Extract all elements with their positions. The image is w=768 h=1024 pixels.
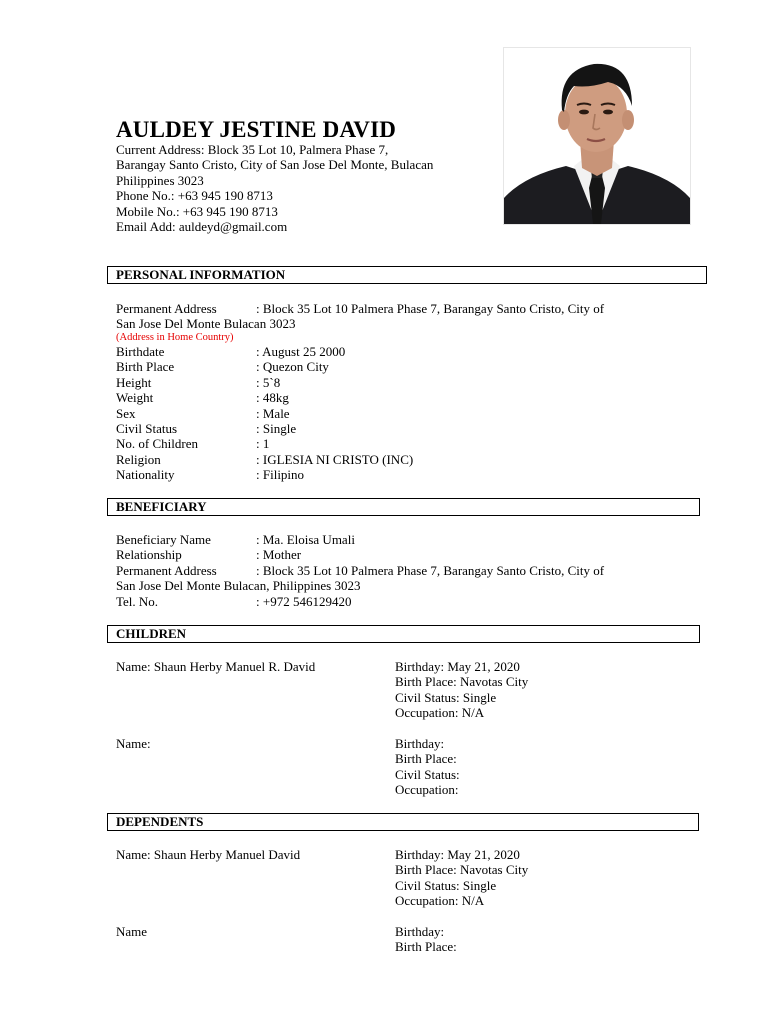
- child-1-civil-status: Civil Status: Single: [395, 689, 497, 705]
- dependent-1-birthday: Birthday: May 21, 2020: [395, 847, 520, 862]
- child-2-occupation: Occupation:: [395, 782, 459, 798]
- child-2-details: [395, 736, 460, 798]
- dependent-1-birth-place: Birth Place: Navotas City: [395, 862, 529, 878]
- dependent-1-occupation: Occupation: N/A: [395, 893, 485, 909]
- dependent-2-birth-place: Birth Place:: [395, 939, 457, 955]
- personal-information-header: PERSONAL INFORMATION: [107, 266, 707, 284]
- phone-number: Phone No.: +63 945 190 8713: [116, 188, 273, 204]
- permanent-address-row: [116, 301, 605, 316]
- dependent-2-name: Name: [116, 924, 148, 939]
- permanent-address-label: Permanent Address: [116, 301, 217, 316]
- applicant-photo: [503, 47, 691, 225]
- applicant-name: AULDEY JESTINE DAVID: [116, 117, 397, 142]
- contact-block: [116, 142, 433, 234]
- permanent-address-continued: San Jose Del Monte Bulacan 3023: [116, 316, 296, 331]
- child-1-birthday: Birthday: May 21, 2020: [395, 659, 520, 674]
- current-address-line-1: Current Address: Block 35 Lot 10, Palmera Phase 7,: [116, 142, 389, 157]
- child-1-birth-place: Birth Place: Navotas City: [395, 674, 529, 690]
- child-2-birthday: Birthday:: [395, 736, 445, 751]
- child-1-occupation: Occupation: N/A: [395, 705, 485, 721]
- portrait-illustration: [504, 48, 690, 224]
- dependent-1-civil-status: Civil Status: Single: [395, 877, 497, 893]
- permanent-address-value: : Block 35 Lot 10 Palmera Phase 7, Barangay Santo Cristo, City of: [256, 301, 605, 316]
- email-address: Email Add: auldeyd@gmail.com: [116, 218, 288, 234]
- mobile-number: Mobile No.: +63 945 190 8713: [116, 203, 278, 219]
- address-note: (Address in Home Country): [116, 332, 234, 343]
- dependent-2-details: [395, 924, 457, 955]
- dependent-1-details: [395, 847, 528, 909]
- children-header: CHILDREN: [107, 625, 700, 643]
- child-1-details: [395, 659, 528, 721]
- child-2-civil-status: Civil Status:: [395, 766, 460, 782]
- child-2-name: Name:: [116, 736, 151, 751]
- current-address-line-2: Barangay Santo Cristo, City of San Jose Del Monte, Bulacan: [116, 157, 434, 173]
- current-address-line-3: Philippines 3023: [116, 172, 204, 188]
- beneficiary-header: BENEFICIARY: [107, 498, 700, 516]
- dependents-header: DEPENDENTS: [107, 813, 699, 831]
- child-2-birth-place: Birth Place:: [395, 751, 457, 767]
- dependent-2-birthday: Birthday:: [395, 924, 445, 939]
- dependent-1-name: Name: Shaun Herby Manuel David: [116, 847, 301, 862]
- child-1-name: Name: Shaun Herby Manuel R. David: [116, 659, 316, 674]
